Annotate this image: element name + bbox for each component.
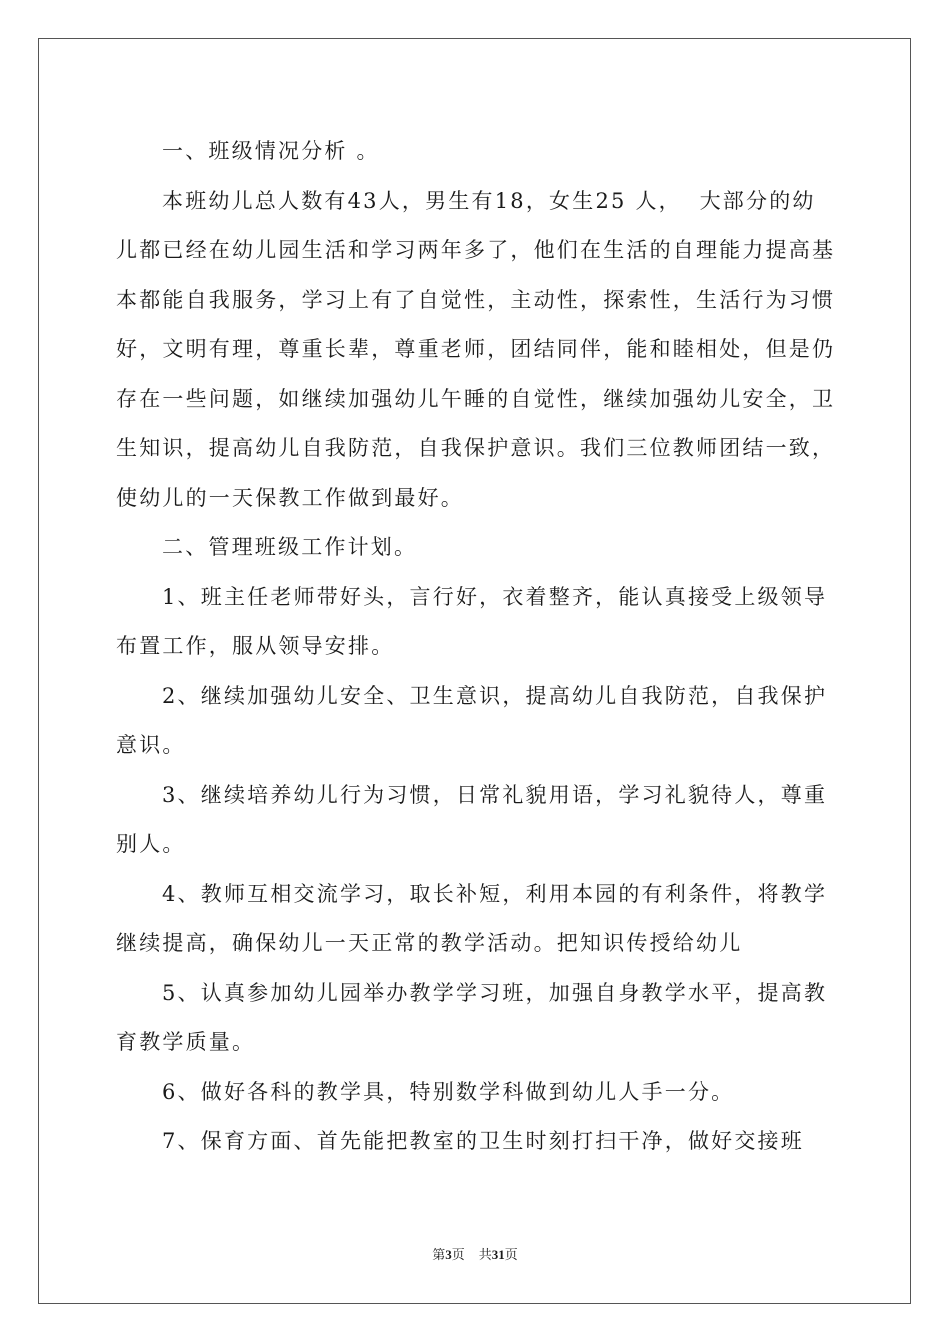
page-suffix: 页 xyxy=(451,1247,465,1262)
total-suffix: 页 xyxy=(504,1247,518,1262)
plan-item-3: 3、继续培养幼儿行为习惯，日常礼貌用语，学习礼貌待人，尊重别人。 xyxy=(116,782,828,856)
plan-item-7: 7、保育方面、首先能把教室的卫生时刻打扫干净，做好交接班 xyxy=(162,1129,804,1153)
plan-item-5: 5、认真参加幼儿园举办教学学习班，加强自身教学水平，提高教育教学质量。 xyxy=(116,980,828,1054)
plan-item-4: 4、教师互相交流学习，取长补短，利用本园的有利条件，将教学继续提高，确保幼儿一天正常的教学活动。把知识传授给幼儿 xyxy=(116,881,828,955)
heading-class-analysis: 一、班级情况分析 。 xyxy=(162,139,380,163)
document-body xyxy=(116,127,836,1167)
page-number: 3 xyxy=(445,1247,452,1262)
total-prefix: 共 xyxy=(478,1247,492,1262)
page-prefix: 第 xyxy=(432,1247,446,1262)
page-footer xyxy=(0,1246,950,1264)
plan-item-2: 2、继续加强幼儿安全、卫生意识，提高幼儿自我防范，自我保护意识。 xyxy=(116,683,828,757)
heading-management-plan: 二、管理班级工作计划。 xyxy=(162,535,418,559)
plan-item-6: 6、做好各科的教学具，特别数学科做到幼儿人手一分。 xyxy=(162,1079,735,1104)
total-pages: 31 xyxy=(491,1247,505,1262)
paragraph-class-overview: 本班幼儿总人数有43人，男生有18，女生25 人， 大部分的幼儿都已经在幼儿园生活和学习两年多了，他们在生活的自理能力提高基本都能自我服务，学习上有了自觉性，主动性，探索性，生活行为习惯好，文明有理，尊重长辈，尊重老师，团结同伴，能和睦相处，但是仍存在一些问题，如继续加强幼儿午睡的自觉性，继续加强幼儿安全，卫生知识，提高幼儿自我防范，自我保护意识。我们三位教师团结一致，使幼儿的一天保教工作做到最好。 xyxy=(116,188,836,510)
plan-item-1: 1、班主任老师带好头，言行好，衣着整齐，能认真接受上级领导布置工作，服从领导安排。 xyxy=(116,584,828,658)
